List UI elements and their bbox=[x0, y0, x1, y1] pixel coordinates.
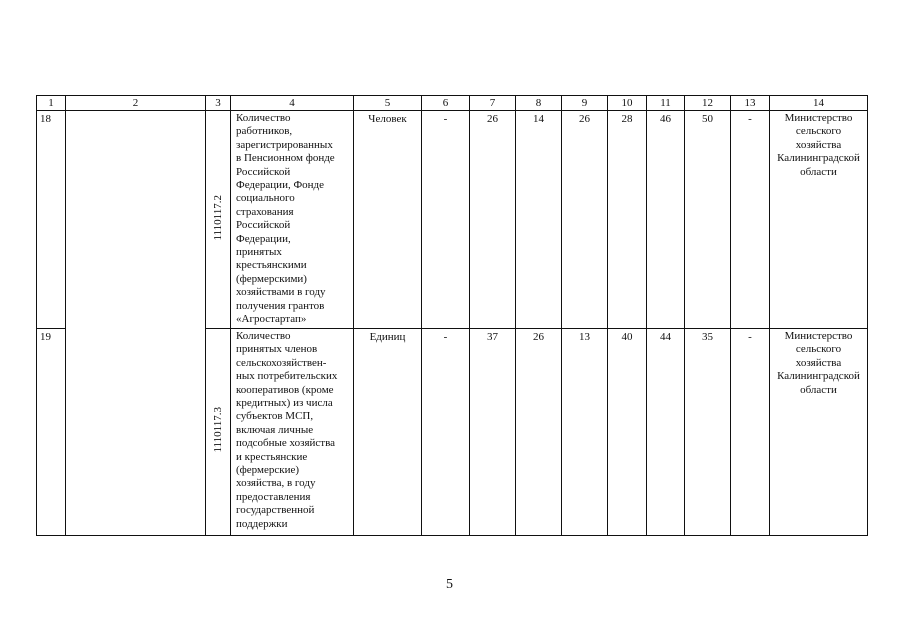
indicator-code-cell bbox=[206, 329, 231, 536]
value-col-8: 26 bbox=[516, 329, 562, 536]
value-col-7: 37 bbox=[470, 329, 516, 536]
value-col-8: 14 bbox=[516, 111, 562, 329]
header-cell-8: 8 bbox=[516, 96, 562, 111]
unit-of-measure: Единиц bbox=[354, 329, 422, 536]
value-col-12: 50 bbox=[685, 111, 731, 329]
header-cell-5: 5 bbox=[354, 96, 422, 111]
value-col-10: 28 bbox=[608, 111, 647, 329]
value-col-9: 13 bbox=[562, 329, 608, 536]
table-row bbox=[37, 111, 868, 329]
header-cell-4: 4 bbox=[231, 96, 354, 111]
page-number: 5 bbox=[446, 577, 453, 592]
header-cell-7: 7 bbox=[470, 96, 516, 111]
value-col-13: - bbox=[731, 329, 770, 536]
indicator-code-cell bbox=[206, 111, 231, 329]
header-cell-9: 9 bbox=[562, 96, 608, 111]
row-number: 19 bbox=[37, 329, 66, 536]
row-number: 18 bbox=[37, 111, 66, 329]
empty-merged-cell bbox=[66, 111, 206, 536]
header-cell-12: 12 bbox=[685, 96, 731, 111]
header-cell-11: 11 bbox=[647, 96, 685, 111]
value-col-6: - bbox=[422, 329, 470, 536]
value-col-11: 46 bbox=[647, 111, 685, 329]
indicator-name: Количество работников, зарегистрированных в Пенсионном фонде Российской Федерации, Фонде социального страхования Российской Федерации, принятых крестьянскими (фермерскими) хозяйствами в году получения грантов «Агростартап» bbox=[231, 111, 354, 329]
responsible-organization: Министерство сельского хозяйства Калининградской области bbox=[770, 111, 868, 329]
header-cell-1: 1 bbox=[37, 96, 66, 111]
value-col-13: - bbox=[731, 111, 770, 329]
data-table bbox=[36, 95, 868, 536]
header-cell-6: 6 bbox=[422, 96, 470, 111]
header-cell-10: 10 bbox=[608, 96, 647, 111]
unit-of-measure: Человек bbox=[354, 111, 422, 329]
value-col-7: 26 bbox=[470, 111, 516, 329]
header-cell-2: 2 bbox=[66, 96, 206, 111]
value-col-9: 26 bbox=[562, 111, 608, 329]
responsible-organization: Министерство сельского хозяйства Калининградской области bbox=[770, 329, 868, 536]
header-cell-14: 14 bbox=[770, 96, 868, 111]
indicator-code: 1110117.2 bbox=[212, 194, 224, 241]
value-col-10: 40 bbox=[608, 329, 647, 536]
header-row bbox=[37, 96, 868, 111]
indicator-name: Количество принятых членов сельскохозяйствен- ных потребительских кооперативов (кроме кредитных) из числа субъектов МСП, включая личные подсобные хозяйства и крестьянские (фермерские) хозяйства, в году предоставления государственной поддержки bbox=[231, 329, 354, 536]
value-col-12: 35 bbox=[685, 329, 731, 536]
indicator-code: 1110117.3 bbox=[212, 407, 224, 453]
header-cell-13: 13 bbox=[731, 96, 770, 111]
value-col-6: - bbox=[422, 111, 470, 329]
value-col-11: 44 bbox=[647, 329, 685, 536]
header-cell-3: 3 bbox=[206, 96, 231, 111]
